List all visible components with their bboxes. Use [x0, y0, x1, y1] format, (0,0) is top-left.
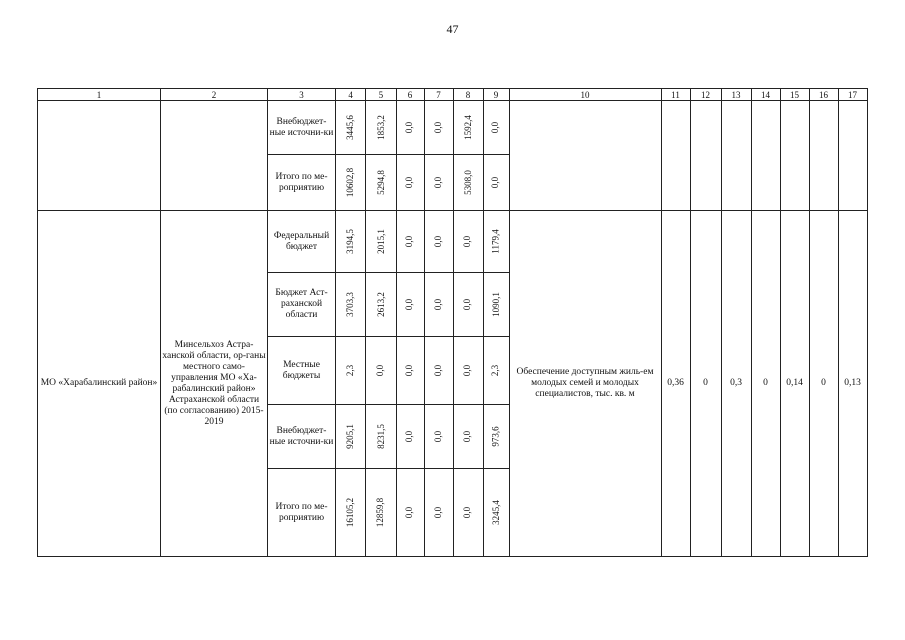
value-cell: 2,3 [336, 337, 366, 405]
executor-cell: Минсельхоз Астра-ханской области, ор-ганы местного само-управления МО «Ха-рабалинский район» Астраханской области (по согласованию) 2015-2019 [161, 211, 268, 557]
value-cell: 3194,5 [336, 211, 366, 273]
value-cell: 0,0 [453, 337, 483, 405]
value-cell: 1179,4 [483, 211, 509, 273]
funding-source: Бюджет Аст-раханской области [268, 273, 336, 337]
value-cell: 16105,2 [336, 469, 366, 557]
indicator-value-empty [780, 101, 809, 211]
value-cell: 0,0 [396, 101, 424, 155]
value-cell: 1853,2 [366, 101, 396, 155]
value-cell: 8231,5 [366, 405, 396, 469]
indicator-value: 0 [809, 211, 838, 557]
value-cell: 2015,1 [366, 211, 396, 273]
value-cell: 0,0 [366, 337, 396, 405]
indicator-value-empty [809, 101, 838, 211]
indicator-value: 0 [751, 211, 780, 557]
value-cell: 0,0 [483, 155, 509, 211]
value-cell: 5294,8 [366, 155, 396, 211]
value-cell: 1090,1 [483, 273, 509, 337]
funding-source: Итого по ме-роприятию [268, 155, 336, 211]
value-cell: 0,0 [396, 337, 424, 405]
header-cell: 3 [268, 89, 336, 101]
value-cell: 0,0 [453, 469, 483, 557]
header-cell: 4 [336, 89, 366, 101]
value-cell: 0,0 [424, 405, 453, 469]
header-cell: 8 [453, 89, 483, 101]
value-cell: 3445,6 [336, 101, 366, 155]
value-cell: 0,0 [396, 405, 424, 469]
value-cell: 3703,3 [336, 273, 366, 337]
indicator-cell: Обеспечение доступным жиль-ем молодых семей и молодых специалистов, тыс. кв. м [509, 211, 661, 557]
indicator-value: 0,14 [780, 211, 809, 557]
header-cell: 14 [751, 89, 780, 101]
header-cell: 17 [838, 89, 867, 101]
value-cell: 0,0 [453, 405, 483, 469]
program-table [37, 88, 868, 557]
funding-source: Федеральный бюджет [268, 211, 336, 273]
indicator-value-empty [838, 101, 867, 211]
value-cell: 2613,2 [366, 273, 396, 337]
header-cell: 12 [690, 89, 721, 101]
value-cell: 0,0 [396, 211, 424, 273]
municipality-cell: МО «Харабалинский район» [38, 211, 161, 557]
value-cell: 3245,4 [483, 469, 509, 557]
funding-source: Внебюджет-ные источни-ки [268, 101, 336, 155]
funding-source: Местные бюджеты [268, 337, 336, 405]
header-row [38, 89, 868, 101]
value-cell: 0,0 [396, 155, 424, 211]
funding-source: Итого по ме-роприятию [268, 469, 336, 557]
value-cell: 0,0 [453, 211, 483, 273]
executor-cell-empty [161, 101, 268, 211]
value-cell: 0,0 [424, 101, 453, 155]
indicator-value: 0,3 [721, 211, 751, 557]
indicator-value: 0,13 [838, 211, 867, 557]
header-cell: 16 [809, 89, 838, 101]
header-cell: 13 [721, 89, 751, 101]
indicator-value-empty [751, 101, 780, 211]
value-cell: 0,0 [424, 211, 453, 273]
indicator-value-empty [690, 101, 721, 211]
value-cell: 5308,0 [453, 155, 483, 211]
header-cell: 6 [396, 89, 424, 101]
value-cell: 0,0 [453, 273, 483, 337]
value-cell: 12859,8 [366, 469, 396, 557]
value-cell: 2,3 [483, 337, 509, 405]
indicator-value-empty [661, 101, 690, 211]
indicator-value: 0,36 [661, 211, 690, 557]
header-cell: 9 [483, 89, 509, 101]
value-cell: 0,0 [424, 337, 453, 405]
indicator-value-empty [721, 101, 751, 211]
funding-source: Внебюджет-ные источни-ки [268, 405, 336, 469]
value-cell: 973,6 [483, 405, 509, 469]
value-cell: 0,0 [483, 101, 509, 155]
value-cell: 1592,4 [453, 101, 483, 155]
value-cell: 0,0 [424, 155, 453, 211]
indicator-cell-empty [509, 101, 661, 211]
page-number: 47 [446, 22, 459, 36]
table-row [38, 211, 868, 273]
header-cell: 11 [661, 89, 690, 101]
table-row [38, 101, 868, 155]
header-cell: 1 [38, 89, 161, 101]
municipality-cell-empty [38, 101, 161, 211]
header-cell: 15 [780, 89, 809, 101]
value-cell: 0,0 [424, 273, 453, 337]
indicator-value: 0 [690, 211, 721, 557]
value-cell: 0,0 [424, 469, 453, 557]
header-cell: 5 [366, 89, 396, 101]
header-cell: 2 [161, 89, 268, 101]
header-cell: 10 [509, 89, 661, 101]
value-cell: 0,0 [396, 273, 424, 337]
value-cell: 0,0 [396, 469, 424, 557]
header-cell: 7 [424, 89, 453, 101]
value-cell: 9205,1 [336, 405, 366, 469]
value-cell: 10602,8 [336, 155, 366, 211]
